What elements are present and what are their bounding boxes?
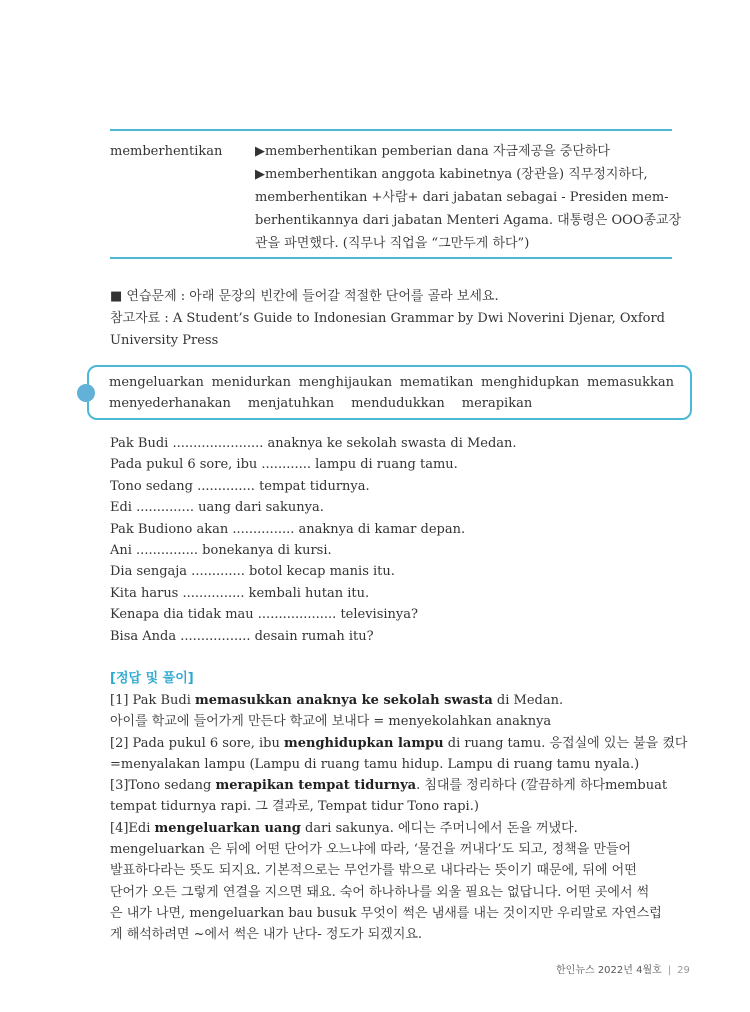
- bottom-rule: [110, 257, 672, 259]
- answer-text: [2] Pada pukul 6 sore, ibu: [110, 735, 284, 751]
- word-option: menghidupkan: [481, 375, 580, 390]
- answer-highlight: merapikan tempat tidurnya: [215, 778, 417, 794]
- question-item: Bisa Anda ................. desain rumah itu?: [110, 628, 374, 644]
- answers-section: [110, 690, 688, 946]
- word-option: merapikan: [461, 396, 533, 411]
- answer-line: [110, 775, 672, 796]
- answer-text: [1] Pak Budi: [110, 693, 196, 708]
- question-item: Tono sedang .............. tempat tidurnya.: [110, 478, 370, 494]
- word-option: mengeluarkan: [109, 375, 204, 390]
- word-bank-row: [109, 393, 674, 414]
- exercise-instruction: ■ 연습문제 : 아래 문장의 빈칸에 들어갈 적절한 단어를 골라 보세요.: [110, 289, 499, 304]
- question-item: Pak Budi ...................... anaknya ke sekolah swasta di Medan.: [110, 436, 517, 451]
- answer-note: 은 내가 나면, mengeluarkan bau busuk 무엇이 썩은 냄새를 내는 것이지만 우리말로 자연스럽: [110, 905, 662, 921]
- answer-text: dari sakunya. 에디는 주머니에서 돈을 꺼냈다.: [300, 820, 578, 836]
- answer-note: mengeluarkan 은 뒤에 어떤 단어가 오느냐에 따라, ‘물건을 꺼내다’도 되고, 정책을 만들어: [110, 842, 632, 858]
- word-option: menghijaukan: [298, 375, 393, 390]
- question-item: Dia sengaja ............. botol kecap manis itu.: [110, 564, 395, 580]
- word-bank-row: [109, 372, 674, 393]
- answer-note: 단어가 오든 그렇게 연결을 지으면 돼요. 숙어 하나하나를 외울 필요는 없답니다. 어떤 곳에서 썩: [110, 884, 650, 900]
- reference-line: University Press: [110, 333, 219, 348]
- answer-note: =menyalakan lampu (Lampu di ruang tamu hidup. Lampu di ruang tamu nyala.): [110, 756, 640, 772]
- question-item: Pada pukul 6 sore, ibu ............ lampu di ruang tamu.: [110, 457, 458, 473]
- definition-line: 관을 파면했다. (직무나 직업을 “그만두게 하다”): [255, 236, 530, 251]
- answer-highlight: mengeluarkan uang: [154, 820, 301, 836]
- word-bank: [109, 372, 674, 414]
- definition-line: ▶memberhentikan pemberian dana 자금제공을 중단하다: [255, 144, 610, 159]
- answers-title: [정답 및 풀이]: [110, 671, 194, 686]
- answer-highlight: memasukkan anaknya ke sekolah swasta: [195, 693, 493, 708]
- definition-body: [255, 140, 682, 255]
- answer-text: . 침대를 정리하다 (깔끔하게 하다membuat: [416, 778, 668, 794]
- word-option: memasukkan: [586, 375, 674, 390]
- page-number: 29: [677, 965, 690, 976]
- definition-line: memberhentikan +사람+ dari jabatan sebagai - Presiden mem-: [255, 190, 669, 205]
- footer-separator: |: [667, 965, 672, 976]
- publication-name: 한인뉴스 2022년 4월호: [556, 965, 662, 976]
- word-option: menjatuhkan: [247, 396, 335, 411]
- answer-text: di ruang tamu. 응접실에 있는 불을 켰다: [443, 735, 688, 751]
- answer-note: 발표하다라는 뜻도 되지요. 기본적으로는 무언가를 밖으로 내다라는 뜻이기 때문에, 뒤에 어떤: [110, 863, 637, 879]
- answer-text: di Medan.: [492, 693, 564, 708]
- answer-line: [110, 733, 688, 754]
- answer-highlight: menghidupkan lampu: [283, 735, 444, 751]
- word-option: mendudukkan: [351, 396, 445, 411]
- definition-line: berhentikannya dari jabatan Menteri Agama. 대통령은 OOO종교장: [255, 213, 682, 228]
- answer-note: 게 해석하려면 ~에서 썩은 내가 난다- 정도가 되겠지요.: [110, 927, 423, 943]
- page-footer: [556, 961, 690, 976]
- top-rule: [110, 129, 672, 131]
- answer-text: [3]Tono sedang: [110, 778, 216, 794]
- question-item: Edi .............. uang dari sakunya.: [110, 500, 324, 516]
- answer-note: tempat tidurnya rapi. 그 결과로, Tempat tidur Tono rapi.): [110, 799, 479, 815]
- question-item: Ani ............... bonekanya di kursi.: [110, 543, 332, 559]
- question-list: [110, 433, 672, 647]
- question-item: Kita harus ............... kembali hutan itu.: [110, 585, 370, 601]
- answer-note: 아이를 학교에 들어가게 만든다 학교에 보내다 = menyekolahkan anaknya: [110, 714, 552, 730]
- definition-term: memberhentikan: [110, 144, 223, 159]
- word-option: menyederhanakan: [109, 396, 231, 411]
- reference-line: 참고자료 : A Student’s Guide to Indonesian Grammar by Dwi Noverini Djenar, Oxford: [110, 311, 665, 326]
- answer-text: [4]Edi: [110, 820, 155, 836]
- word-bank-box: [87, 365, 692, 420]
- question-item: Pak Budiono akan ............... anaknya di kamar depan.: [110, 521, 466, 537]
- bullet-dot-icon: [77, 384, 95, 402]
- answer-line: [110, 818, 672, 839]
- question-item: Kenapa dia tidak mau ................... televisinya?: [110, 607, 418, 623]
- definition-line: ▶memberhentikan anggota kabinetnya (장관을) 직무정지하다,: [255, 167, 648, 182]
- word-option: menidurkan: [211, 375, 292, 390]
- answer-line: [110, 690, 672, 711]
- word-option: mematikan: [399, 375, 474, 390]
- exercise-header: [110, 286, 672, 352]
